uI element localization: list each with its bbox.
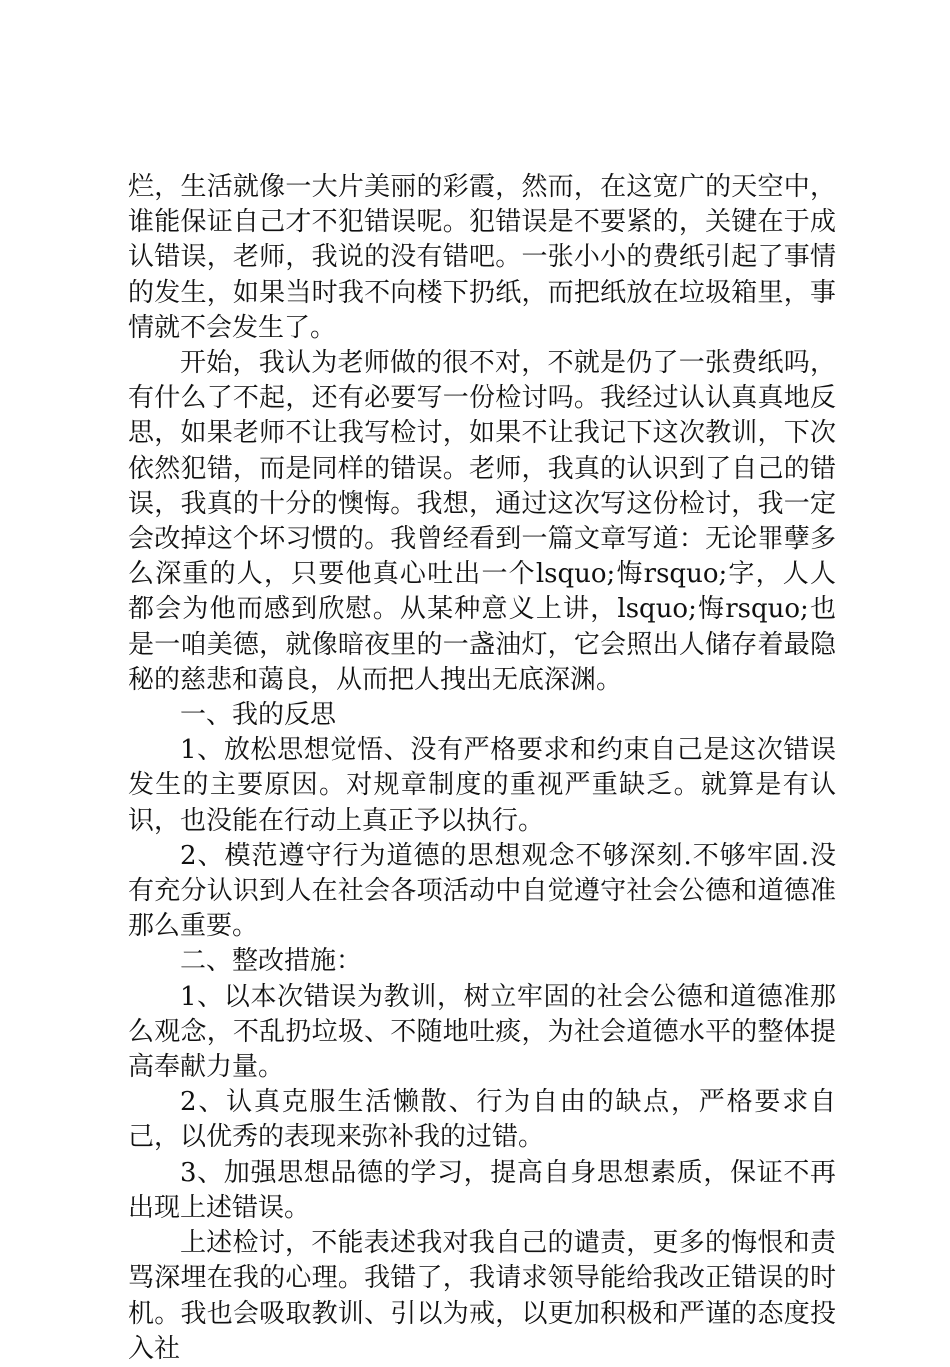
document-body [128, 170, 836, 1367]
section-heading-measures: 二、整改措施： [180, 946, 363, 977]
reflection-item-1: 1、放松思想觉悟、没有严格要求和约束自己是这次错误发生的主要原因。对规章制度的重视严重缺乏。就算是有认识，也没能在行动上真正予以执行。 [128, 735, 836, 836]
section-heading-reflection: 一、我的反思 [180, 700, 337, 731]
paragraph-conclusion: 上述检讨，不能表述我对我自己的谴责，更多的悔恨和责骂深埋在我的心理。我错了，我请求领导能给我改正错误的时机。我也会吸取教训、引以为戒，以更加积极和严谨的态度投入社 [128, 1228, 836, 1364]
measure-item-2: 2、认真克服生活懒散、行为自由的缺点，严格要求自己，以优秀的表现来弥补我的过错。 [128, 1087, 836, 1153]
paragraph-continued: 烂，生活就像一大片美丽的彩霞，然而，在这宽广的天空中，谁能保证自己才不犯错误呢。犯错误是不要紧的，关键在于成认错误，老师，我说的没有错吧。一张小小的费纸引起了事情的发生，如果当时我不向楼下扔纸，而把纸放在垃圾箱里，事情就不会发生了。 [128, 172, 836, 343]
paragraph-reflection-intro: 开始，我认为老师做的很不对，不就是仍了一张费纸吗，有什么了不起，还有必要写一份检讨吗。我经过认认真真地反思，如果老师不让我写检讨，如果不让我记下这次教训，下次依然犯错，而是同样的错误。老师，我真的认识到了自己的错误，我真的十分的懊悔。我想，通过这次写这份检讨，我一定会改掉这个坏习惯的。我曾经看到一篇文章写道：无论罪孽多么深重的人，只要他真心吐出一个lsquo;悔rsquo;字，人人都会为他而感到欣慰。从某种意义上讲，lsquo;悔rsquo;也是一咱美德，就像暗夜里的一盏油灯，它会照出人储存着最隐秘的慈悲和蔼良，从而把人拽出无底深渊。 [128, 348, 836, 695]
measure-item-1: 1、以本次错误为教训，树立牢固的社会公德和道德准那么观念，不乱扔垃圾、不随地吐痰，为社会道德水平的整体提高奉献力量。 [128, 981, 836, 1083]
reflection-item-2: 2、模范遵守行为道德的思想观念不够深刻.不够牢固.没有充分认识到人在社会各项活动中自觉遵守社会公德和道德准那么重要。 [128, 840, 836, 942]
measure-item-3: 3、加强思想品德的学习，提高自身思想素质，保证不再出现上述错误。 [128, 1157, 836, 1223]
